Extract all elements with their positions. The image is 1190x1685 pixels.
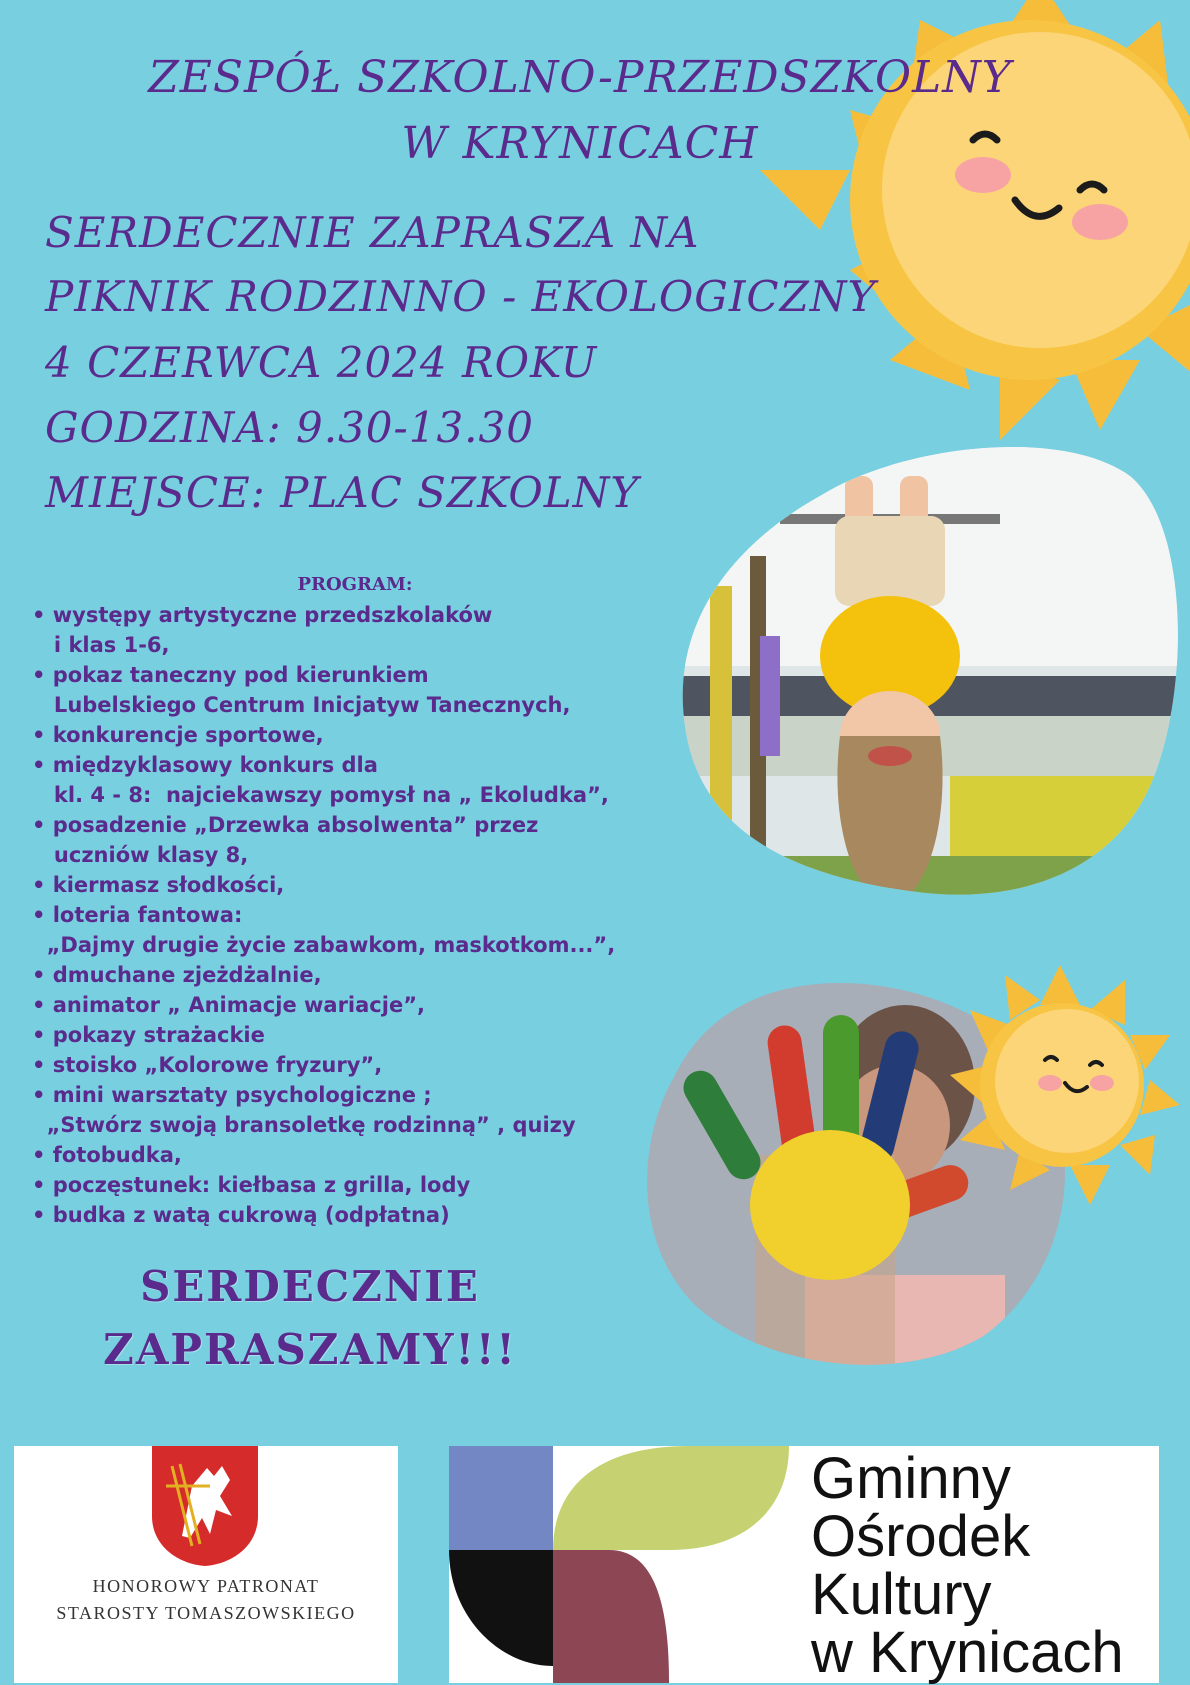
invitation-line1: SERDECZNIE ZAPRASZA NA bbox=[45, 208, 700, 257]
gok-name-line3: Kultury bbox=[811, 1562, 992, 1627]
list-item: • mini warsztaty psychologiczne ; bbox=[32, 1083, 432, 1107]
list-item: • animator „ Animacje wariacje”, bbox=[32, 993, 425, 1017]
list-item: • loteria fantowa: bbox=[32, 903, 243, 927]
list-item: • występy artystyczne przedszkolaków bbox=[32, 603, 493, 627]
coat-of-arms-emblem bbox=[152, 1446, 258, 1566]
event-date: 4 CZERWCA 2024 ROKU bbox=[45, 338, 598, 387]
list-item: • poczęstunek: kiełbasa z grilla, lody bbox=[32, 1173, 471, 1197]
closing-line2: ZAPRASZAMY!!! bbox=[103, 1325, 517, 1374]
list-item: • konkurencje sportowe, bbox=[32, 723, 324, 747]
gok-name-line1: Gminny bbox=[811, 1446, 1011, 1511]
list-item: • międzyklasowy konkurs dla bbox=[32, 753, 378, 777]
list-item: „Dajmy drugie życie zabawkom, maskotkom...”, bbox=[32, 933, 616, 957]
list-item: • pokaz taneczny pod kierunkiem bbox=[32, 663, 429, 687]
list-item: „Stwórz swoją bransoletkę rodzinną” , quizy bbox=[32, 1113, 576, 1137]
list-item: • dmuchane zjeżdżalnie, bbox=[32, 963, 322, 987]
gok-logo-mark bbox=[449, 1446, 789, 1683]
patron-line1: HONOROWY PATRONAT bbox=[92, 1576, 320, 1596]
event-time: GODZINA: 9.30-13.30 bbox=[45, 403, 534, 452]
list-item: uczniów klasy 8, bbox=[32, 843, 249, 867]
photo-child-monkey-bars bbox=[680, 436, 1185, 906]
patron-line2: STAROSTY TOMASZOWSKIEGO bbox=[56, 1603, 356, 1623]
gok-name-line2: Ośrodek bbox=[811, 1504, 1031, 1569]
event-place: MIEJSCE: PLAC SZKOLNY bbox=[45, 468, 640, 517]
list-item: • pokazy strażackie bbox=[32, 1023, 265, 1047]
gok-logo-box bbox=[449, 1446, 1159, 1683]
list-item: • posadzenie „Drzewka absolwenta” przez bbox=[32, 813, 539, 837]
list-item: i klas 1-6, bbox=[32, 633, 170, 657]
program-heading: PROGRAM: bbox=[297, 574, 413, 595]
gok-name-line4: w Krynicach bbox=[811, 1620, 1124, 1685]
school-name-line2: W KRYNICACH bbox=[401, 118, 759, 169]
list-item: • fotobudka, bbox=[32, 1143, 182, 1167]
event-title: PIKNIK RODZINNO - EKOLOGICZNY bbox=[45, 272, 877, 321]
list-item: Lubelskiego Centrum Inicjatyw Tanecznych, bbox=[32, 693, 571, 717]
list-item: • stoisko „Kolorowe fryzury”, bbox=[32, 1053, 383, 1077]
list-item: kl. 4 - 8: najciekawszy pomysł na „ Ekoludka”, bbox=[32, 783, 609, 807]
closing-line1: SERDECZNIE bbox=[140, 1262, 480, 1311]
program-list bbox=[32, 600, 692, 1230]
sun-illustration-small bbox=[950, 965, 1180, 1205]
school-name-line1: ZESPÓŁ SZKOLNO-PRZEDSZKOLNY bbox=[148, 52, 1012, 103]
list-item: • kiermasz słodkości, bbox=[32, 873, 285, 897]
list-item: • budka z watą cukrową (odpłatna) bbox=[32, 1203, 450, 1227]
patron-box bbox=[14, 1446, 398, 1683]
